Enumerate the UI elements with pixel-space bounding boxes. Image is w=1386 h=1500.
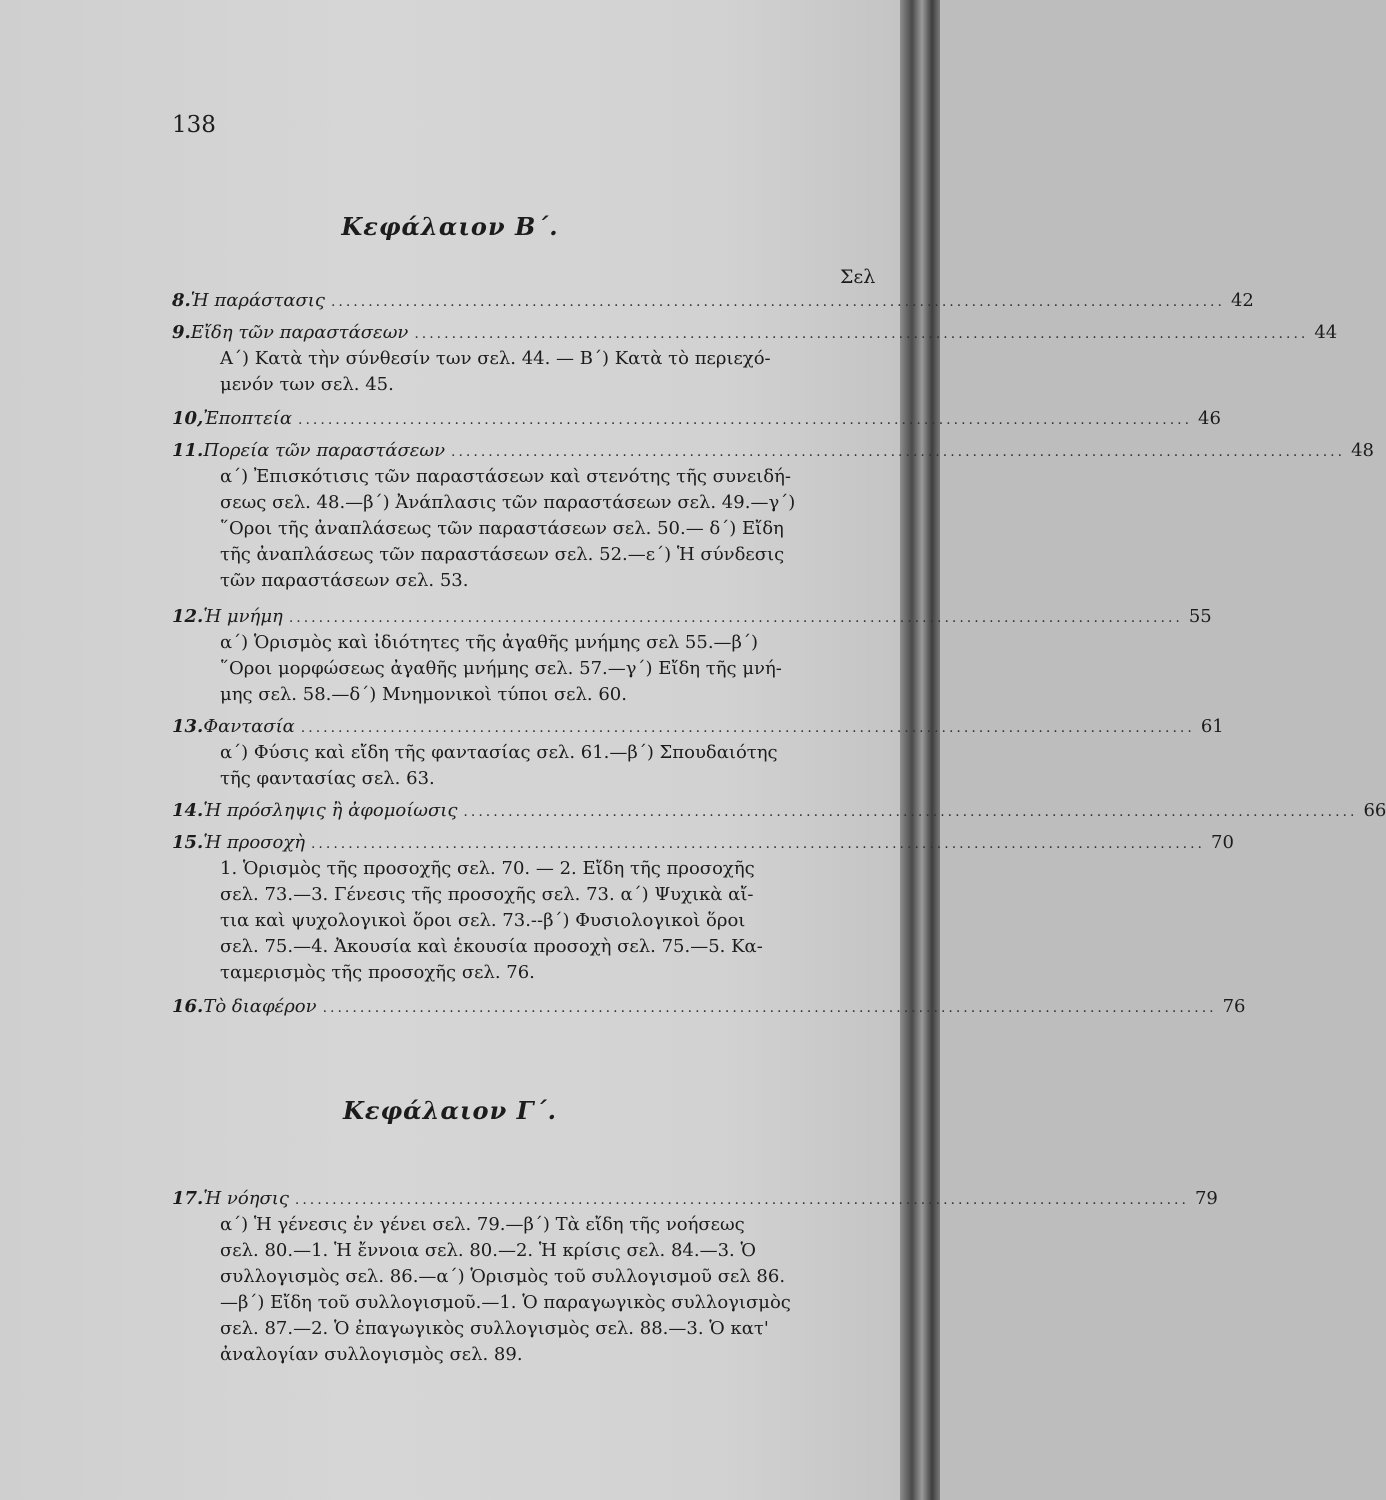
entry-page: 55 [1188, 606, 1212, 627]
toc-entry [172, 406, 1221, 432]
entry-number: 17. [172, 1188, 204, 1209]
entry-title: Φαντασία [203, 716, 295, 737]
entry-subtopics: α΄) Ἡ γένεσις ἐν γένει σελ. 79.—β΄) Τὰ εἴδη τῆς νοήσεως σελ. 80.—1. Ἡ ἔννοια σελ. 80.—2. Ἡ κρίσις σελ. 84.—3. Ὁ συλλογισμὸς σελ. 86.—α΄) Ὁρισμὸς τοῦ συλλογισμοῦ σελ 86. —β΄) Εἴδη τοῦ συλλογισμοῦ.—1. Ὁ παραγωγικὸς συλλογισμὸς σελ. 87.—2. Ὁ ἐπαγωγικὸς συλλογισμὸς σελ. 88.—3. Ὁ κατ' ἀναλογίαν συλλογισμὸς σελ. 89. [220, 1214, 791, 1365]
entry-number: 16. [172, 996, 204, 1017]
entry-page: 76 [1222, 996, 1246, 1017]
entry-title: Ἡ μνήμη [203, 606, 283, 627]
entry-number: 12. [172, 606, 204, 627]
entry-page: 61 [1200, 716, 1224, 737]
dot-leader: ........................................................................................................................ [330, 294, 1225, 310]
entry-number: 11. [172, 440, 204, 461]
entry-title: Ἡ προσοχὴ [203, 832, 305, 853]
dot-leader: ........................................................................................................................ [463, 804, 1358, 820]
toc-entry [172, 714, 1224, 792]
page-number: 138 [172, 112, 216, 138]
toc-entry [172, 830, 1234, 986]
toc-entry [172, 994, 1246, 1020]
entry-number: 9. [172, 322, 191, 343]
page-column-header: Σελ [840, 266, 876, 288]
entry-number: 14. [172, 800, 204, 821]
toc-entry [172, 438, 1374, 594]
entry-title: Πορεία τῶν παραστάσεων [203, 440, 446, 461]
entry-title: Τὸ διαφέρον [203, 996, 317, 1017]
entry-title: Ἡ παράστασις [190, 290, 325, 311]
chapter-title-b: Κεφάλαιον Β΄. [341, 212, 559, 241]
entry-subtopics: 1. Ὁρισμὸς τῆς προσοχῆς σελ. 70. — 2. Εἴδη τῆς προσοχῆς σελ. 73.—3. Γένεσις τῆς προσοχῆς σελ. 73. α΄) Ψυχικὰ αἴ- τια καὶ ψυχολογικοὶ ὅροι σελ. 73.--β΄) Φυσιολογικοὶ ὅροι σελ. 75.—4. Ἀκουσία καὶ ἑκουσία προσοχὴ σελ. 75.—5. Κα- ταμερισμὸς τῆς προσοχῆς σελ. 76. [220, 858, 763, 983]
dot-leader: ........................................................................................................................ [310, 836, 1206, 852]
entry-number: 13. [172, 716, 204, 737]
book-spine [900, 0, 940, 1500]
dot-leader: ........................................................................................................................ [322, 1000, 1217, 1016]
dot-leader: ........................................................................................................................ [300, 720, 1195, 736]
toc-entry [172, 604, 1212, 708]
toc-entry [172, 320, 1338, 398]
entry-page: 70 [1211, 832, 1234, 853]
entry-number: 15. [172, 832, 204, 853]
entry-title: Ἡ νόησις [203, 1188, 289, 1209]
entry-subtopics: α΄) Φύσις καὶ εἴδη τῆς φαντασίας σελ. 61.—β΄) Σπουδαιότης τῆς φαντασίας σελ. 63. [220, 742, 778, 789]
entry-page: 79 [1194, 1188, 1218, 1209]
entry-page: 44 [1314, 322, 1338, 343]
dot-leader: ........................................................................................................................ [294, 1192, 1189, 1208]
entry-page: 48 [1351, 440, 1374, 461]
chapter-title-c: Κεφάλαιον Γ΄. [343, 1096, 557, 1125]
entry-number: 10, [172, 408, 204, 429]
entry-title: Εἴδη τῶν παραστάσεων [190, 322, 409, 343]
entry-page: 46 [1198, 408, 1221, 429]
entry-subtopics: α΄) Ἐπισκότισις τῶν παραστάσεων καὶ στενότης τῆς συνειδή- σεως σελ. 48.—β΄) Ἀνάπλασις τῶν παραστάσεων σελ. 49.—γ΄) ῞Οροι τῆς ἀναπλάσεως τῶν παραστάσεων σελ. 50.— δ΄) Εἴδη τῆς ἀναπλάσεως τῶν παραστάσεων σελ. 52.—ε΄) Ἡ σύνδεσις τῶν παραστάσεων σελ. 53. [220, 466, 796, 591]
entry-subtopics: α΄) Ὁρισμὸς καὶ ἰδιότητες τῆς ἀγαθῆς μνήμης σελ 55.—β΄) ῞Οροι μορφώσεως ἀγαθῆς μνήμης σελ. 57.—γ΄) Εἴδη τῆς μνή- μης σελ. 58.—δ΄) Μνημονικοὶ τύποι σελ. 60. [220, 632, 782, 705]
entry-number: 8. [172, 290, 191, 311]
entry-page: 42 [1230, 290, 1254, 311]
toc-entry [172, 1186, 1218, 1368]
entry-subtopics: Α΄) Κατὰ τὴν σύνθεσίν των σελ. 44. — Β΄) Κατὰ τὸ περιεχό- μενόν των σελ. 45. [220, 348, 771, 395]
entry-page: 66 [1363, 800, 1386, 821]
dot-leader: ........................................................................................................................ [414, 326, 1309, 342]
dot-leader: ........................................................................................................................ [288, 610, 1183, 626]
toc-entry [172, 288, 1254, 314]
entry-title: Ἡ πρόσληψις ἢ ἀφομοίωσις [203, 800, 458, 821]
entry-title: Ἐποπτεία [203, 408, 293, 429]
dot-leader: ........................................................................................................................ [298, 412, 1193, 428]
toc-entry [172, 798, 1386, 824]
dot-leader: ........................................................................................................................ [451, 444, 1346, 460]
